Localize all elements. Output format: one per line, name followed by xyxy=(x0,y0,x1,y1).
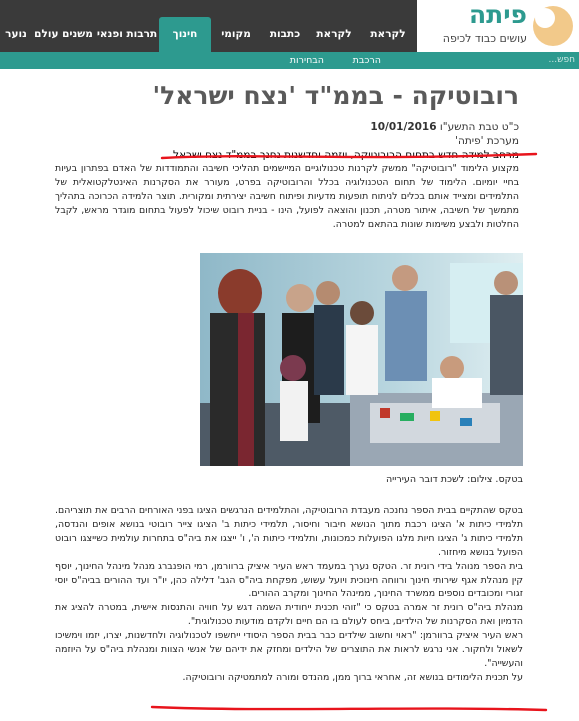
nav-item-likrat-2[interactable]: לקראת xyxy=(316,28,352,40)
nav-item-local[interactable]: מקומי xyxy=(221,28,251,40)
sub-nav xyxy=(0,52,579,69)
main-nav xyxy=(0,17,417,52)
subnav-item-elections[interactable]: הבחירות xyxy=(289,55,324,66)
body-paragraph-4: ראש העיר איציק ברוורמן: "ראוי וחשוב שילדים כבר בבית הספר היסודי ייחשפו לטכנולוגיה ולחדשנות, יצרו, יזמו וימשיכו לשאול ולחקור. אני נרגש לראות את התוצרים של הילדים ומחזק את ידיהם של אנשי הצוות ומנהלת ביה"ס על היוזמה והעשייה". xyxy=(55,630,523,669)
intro-paragraph: מקצוע הלימוד "רובוטיקה" ממשק לקרנות טכנולוגיים המיישמים תהליכי חשיבה והתמודדות של האדם בפתרון בעיות בחיי יומיום. הלימוד של תחום הטכנולוגיה בכלל והרובוטיקה בפרט, מעורר את הסקרנות האינטלקטואלית של התלמידים ומצייד אותם בכלים לניתוח תופעות מדעיות ופיתוח חשיבה יצירתית ומקורית. תוצר הלמידה הכרוכה בתהליך מתמשך של חשיבה, איתור מטרה, תכנון והוצאה לפועל, הינו - בניית רובוט שיכול לפעול בתחום מוגדר מראש, לקבל החלטות ולבצע משימות שונות בהתאם למטרה. xyxy=(55,163,519,230)
nav-item-youth[interactable]: נוער xyxy=(5,28,27,40)
nav-item-articles[interactable]: כתבות xyxy=(269,28,301,40)
logo-title: פיתה xyxy=(468,0,527,29)
site-logo[interactable] xyxy=(417,0,579,52)
body-paragraph-3: מנהלת ביה"ס רונית זר אמרה בטקס כי "זוהי תכנית ייחודית השמה דגש על חוויה והתנסות אישית, במטרה להציג את הדמיון ואת הסקרנות של הילדים, ביחס לעולם בו הם חיים ולקדם מודעות טכנולוגית". xyxy=(55,602,523,628)
search-hint[interactable]: חפש... xyxy=(548,55,575,65)
logo-moon-icon xyxy=(531,4,575,48)
body-paragraph-1: בטקס שהתקיים בבית הספר נחנכה מעבדת הרובוטיקה, והתלמידים הנרגשים הציגו בפני האורחים הרבים את תוצריהם. תלמידי כיתות א' הציגו רכבת מתוך הנושא חיבור וחיסור, תלמידי כיתות ב' הציגו צייר רובוטי בנושא אופים והנדסה, תלמידי כיתות ג' הציגו חיות מלגו הפועלות כמכונות, ותלמידי כיתות ה', ו' ייצגו את ביה"ס בתחרות עולמית כשייצגו רובוט הפועל בנושא מיחזור. xyxy=(55,505,523,558)
date-hebrew: כ"ט טבת התשע"ו xyxy=(439,121,519,133)
body-paragraph-5: על תכנית הלימודים בנושא זה, אחראי ברוך ממן, מהנדס ומורה למתמטיקה ורובוטיקה. xyxy=(182,671,523,683)
body-paragraph-2: בית הספר מנוהל בידי רונית זר. הטקס נערך במעמד ראש העיר איציק ברוורמן, רמי הופנברג מנהל מינהל החינוך, יוסף קין מנהלת אגף שירותי חינוך ורווחה חינוכית ויועל עשוש, מפקחת ביה"ס הגב' דלילה כהן, יו"ר ועד ההורים בביה"ס יוסי זגורי ומכובדים נוספים ממשרד החינוך, ממינהל החינוך ומקרב ההורים. xyxy=(55,560,523,600)
article-title: רובוטיקה - בממ"ד 'נצח ישראל' xyxy=(152,81,519,110)
article-author: מערכת 'פיתה' xyxy=(455,135,519,147)
photo-caption: בטקס. צילום: לשכת דובר העירייה xyxy=(385,474,523,485)
red-underline-lead xyxy=(160,150,540,164)
logo-subtitle: עושים כבוד לכיפה xyxy=(442,32,527,45)
nav-item-culture[interactable]: תרבות ופנאי xyxy=(96,28,158,40)
site-header xyxy=(0,0,579,52)
nav-item-likrat-1[interactable]: לקראת xyxy=(370,28,406,40)
date-gregorian: 10/01/2016 xyxy=(370,121,437,133)
subnav-item-train[interactable]: הרכבת xyxy=(352,55,381,66)
article-lead: מרחב למידה חדש בתחום הרובוטיקה, יוזמה וחדשנות נחנך בממ"ד נצח ישראל. xyxy=(169,149,519,161)
article-date xyxy=(55,120,519,134)
article-body xyxy=(55,504,523,685)
article-photo xyxy=(200,253,523,466)
nav-item-education[interactable]: חינוך xyxy=(159,17,211,52)
red-underline-closing xyxy=(150,702,550,716)
nav-item-change-world[interactable]: משנים עולם xyxy=(34,28,93,40)
